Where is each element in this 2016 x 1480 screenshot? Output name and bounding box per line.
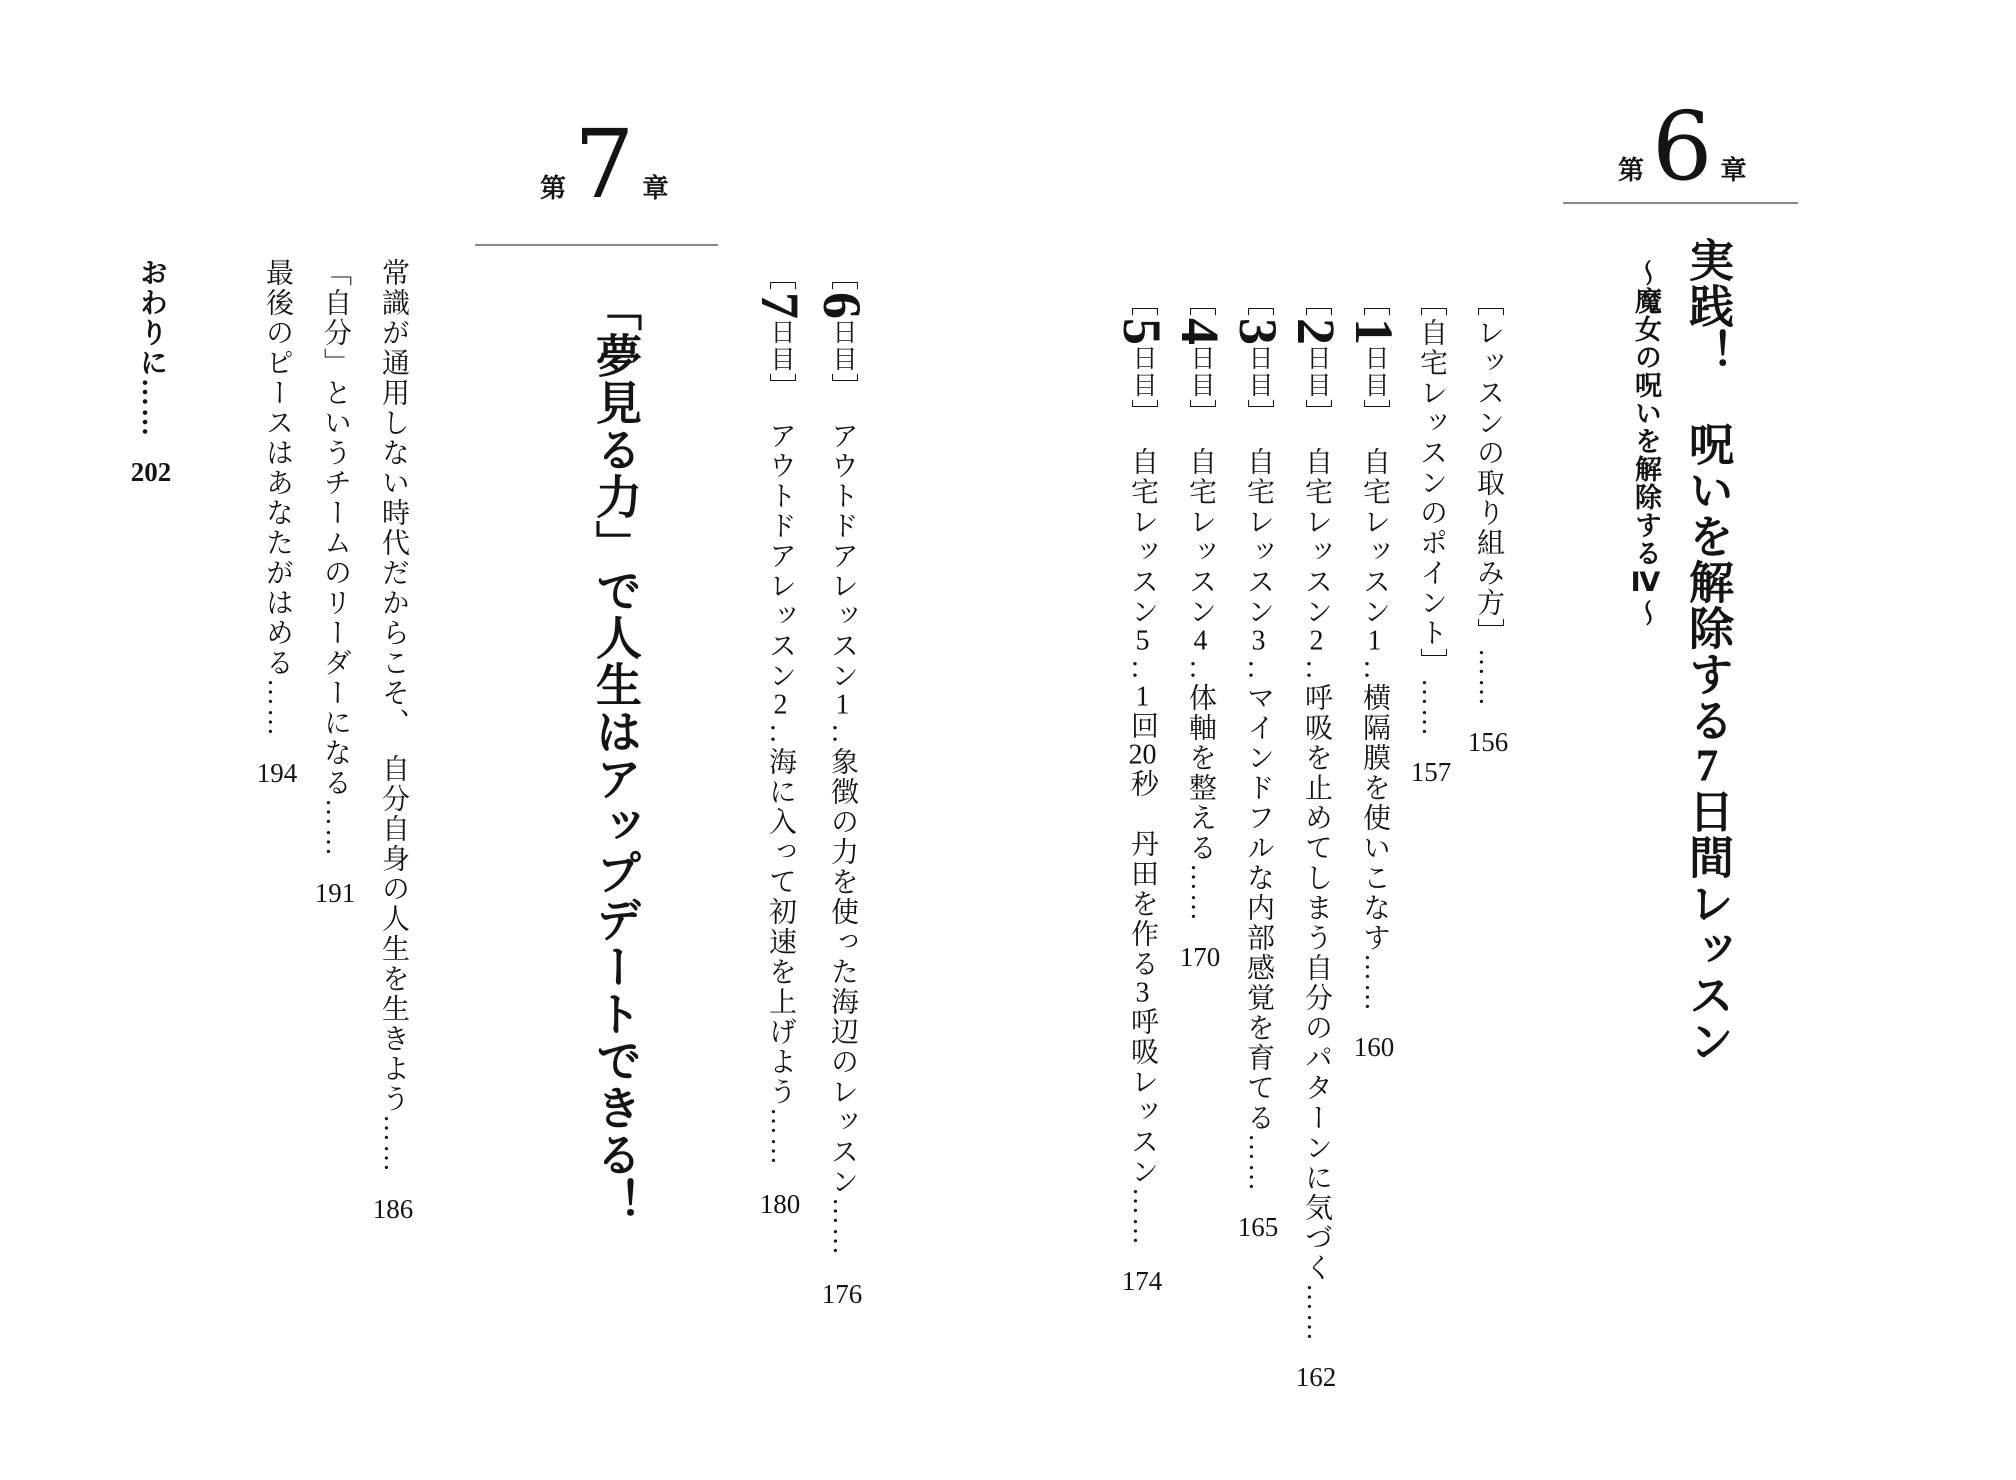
dotted-leader: …… [320, 798, 351, 858]
page-number: 165 [1237, 1212, 1279, 1242]
entry-title: ［レッスンの取り組み方］ [1473, 288, 1504, 648]
toc-entry [1229, 288, 1287, 1406]
upright-number: ： [828, 719, 857, 747]
text-run: 常識が通用しない時代だからこそ、 自分自身の人生を生きよう [378, 258, 409, 1114]
text-run: 呼吸を止めてしまう自分のパターンに気づく [1301, 683, 1332, 1283]
text-run: 最後のピースはあなたがはめる [262, 258, 293, 678]
toc-entry [1345, 288, 1403, 1406]
chapter6-title [1675, 237, 1739, 1064]
chapter7-divider [475, 244, 718, 246]
text-run: 自宅レッスン [1185, 447, 1216, 627]
entry-title [262, 258, 293, 678]
chapter6-number-suffix: 章 [1720, 156, 1747, 185]
entry-title [136, 258, 167, 378]
dotted-leader: …… [1473, 648, 1504, 708]
upright-number: 20 [1128, 741, 1157, 769]
toc-entry [248, 258, 306, 1238]
text-run: 呼吸レッスン [1127, 1007, 1158, 1187]
text-run: 日間レッスン [1682, 788, 1732, 1064]
toc-entry [364, 258, 422, 1238]
page-number: 202 [130, 457, 172, 487]
day-number: 5 [1112, 318, 1172, 345]
page-number: 160 [1353, 1032, 1395, 1062]
page-number: 186 [372, 1194, 414, 1224]
page-number: 162 [1295, 1362, 1337, 1392]
entry-title [765, 421, 796, 1107]
toc-entry [1403, 288, 1460, 1406]
page-number: 180 [759, 1189, 801, 1219]
close-bracket: ］ [1127, 399, 1158, 429]
text-run: アウトドアレッスン [765, 421, 796, 691]
open-bracket: ［ [827, 262, 858, 292]
dotted-leader: …… [1185, 863, 1216, 923]
open-bracket: ［ [1243, 288, 1274, 318]
day-number: 1 [1344, 318, 1404, 345]
upright-number: 2 [1309, 627, 1324, 655]
open-bracket: ［ [1359, 288, 1390, 318]
upright-number: ： [1128, 655, 1157, 683]
toc-entry [1460, 288, 1517, 1406]
upright-number: ： [766, 719, 795, 747]
chapter6-title-block [1617, 237, 1739, 1064]
close-bracket: ］ [1301, 399, 1332, 429]
upright-number: 3 [1251, 627, 1266, 655]
upright-number: 1 [835, 691, 850, 719]
text-run: 海に入って初速を上げよう [765, 747, 796, 1107]
toc-entry [1287, 288, 1345, 1406]
chapter7-header [540, 110, 669, 220]
dotted-leader: …… [1359, 953, 1390, 1013]
toc-entry [1171, 288, 1229, 1406]
day-label: 日目 [1129, 345, 1156, 399]
dotted-leader: …… [827, 1197, 858, 1257]
chapter6-divider [1563, 202, 1798, 204]
text-run: 象徴の力を使った海辺のレッスン [827, 747, 858, 1197]
page-number: 176 [821, 1279, 863, 1309]
dotted-leader: …… [262, 678, 293, 738]
entry-title [1359, 447, 1390, 953]
dotted-leader: …… [1416, 678, 1447, 738]
day-number: 4 [1170, 318, 1230, 345]
text-run: 体軸を整える [1185, 683, 1216, 863]
open-bracket: ［ [1185, 288, 1216, 318]
text-run: 横隔膜を使いこなす [1359, 683, 1390, 953]
upright-number: ： [1360, 655, 1389, 683]
text-run: 秒 丹田を作る [1127, 769, 1158, 979]
chapter7-title-block [582, 285, 648, 1225]
toc-entry [811, 262, 873, 1325]
upright-number: 1 [1135, 683, 1150, 711]
entry-title [1301, 447, 1332, 1283]
chapter7-number-suffix: 章 [642, 174, 669, 203]
toc-entry [123, 258, 180, 501]
close-bracket: ］ [765, 373, 796, 403]
chapter6-subtitle: 〜魔女の呪いを解除するⅣ〜 [1631, 259, 1661, 627]
day-label: 日目 [829, 319, 856, 373]
page-number: 191 [314, 878, 356, 908]
upright-number: 3 [1135, 979, 1150, 1007]
dotted-leader: …… [765, 1107, 796, 1167]
entry-title [1127, 447, 1158, 1187]
close-bracket: ］ [1185, 399, 1216, 429]
upright-number: 2 [773, 691, 788, 719]
open-bracket: ［ [1127, 288, 1158, 318]
toc-entry [749, 262, 811, 1325]
dotted-leader: …… [136, 378, 167, 438]
open-bracket: ［ [1301, 288, 1332, 318]
toc-entry [1113, 288, 1171, 1406]
text-run: 自宅レッスン [1301, 447, 1332, 627]
upright-number: 4 [1193, 627, 1208, 655]
chapter7-number: 7 [574, 110, 635, 220]
day-label: 日目 [767, 319, 794, 373]
upright-number: ： [1302, 655, 1331, 683]
page-number: 156 [1467, 727, 1509, 757]
entry-title [1243, 447, 1274, 1133]
page-number: 194 [256, 758, 298, 788]
dotted-leader: …… [1243, 1133, 1274, 1193]
close-bracket: ］ [1359, 399, 1390, 429]
text-run: 自宅レッスン [1359, 447, 1390, 627]
text-run: 「自分」というチームのリーダーになる [320, 258, 351, 798]
toc-entry [306, 258, 364, 1238]
dotted-leader: …… [378, 1114, 409, 1174]
entry-title: ［自宅レッスンのポイント］ [1416, 288, 1447, 678]
chapter6-number-prefix: 第 [1618, 156, 1645, 185]
chapter6-number: 6 [1652, 92, 1713, 202]
text-run: おわりに [136, 258, 167, 378]
close-bracket: ］ [1243, 399, 1274, 429]
day-label: 日目 [1187, 345, 1214, 399]
text-run: 回 [1127, 711, 1158, 741]
page-number: 174 [1121, 1266, 1163, 1296]
upright-number: 5 [1135, 627, 1150, 655]
day-label: 日目 [1245, 345, 1272, 399]
chapter6-toc-entries-continued [749, 262, 873, 1325]
page-number: 170 [1179, 942, 1221, 972]
entry-title [827, 421, 858, 1197]
open-bracket: ［ [765, 262, 796, 292]
entry-title [378, 258, 409, 1114]
text-run: 「夢見る力」で人生はアップデートできる！ [590, 285, 641, 1225]
outro-entry [123, 258, 180, 501]
text-run: 自宅レッスン [1243, 447, 1274, 627]
day-number: 2 [1286, 318, 1346, 345]
text-run: 実践！ 呪いを解除する [1682, 237, 1732, 743]
upright-number: 7 [1695, 743, 1719, 788]
dotted-leader: …… [1301, 1283, 1332, 1343]
day-label: 日目 [1361, 345, 1388, 399]
upright-number: ： [1186, 655, 1215, 683]
page-number: 157 [1410, 757, 1452, 787]
day-number: 7 [750, 292, 810, 319]
day-number: 3 [1228, 318, 1288, 345]
dotted-leader: …… [1127, 1187, 1158, 1247]
chapter6-header [1618, 92, 1747, 202]
chapter6-toc-entries [1113, 288, 1517, 1406]
day-number: 6 [812, 292, 872, 319]
entry-title [320, 258, 351, 798]
close-bracket: ］ [827, 373, 858, 403]
chapter7-title [582, 285, 648, 1225]
day-label: 日目 [1303, 345, 1330, 399]
upright-number: ： [1244, 655, 1273, 683]
text-run: 自宅レッスン [1127, 447, 1158, 627]
chapter7-toc-entries [248, 258, 422, 1238]
text-run: マインドフルな内部感覚を育てる [1243, 683, 1274, 1133]
upright-number: 1 [1367, 627, 1382, 655]
entry-title [1185, 447, 1216, 863]
text-run: アウトドアレッスン [827, 421, 858, 691]
chapter7-number-prefix: 第 [540, 174, 567, 203]
